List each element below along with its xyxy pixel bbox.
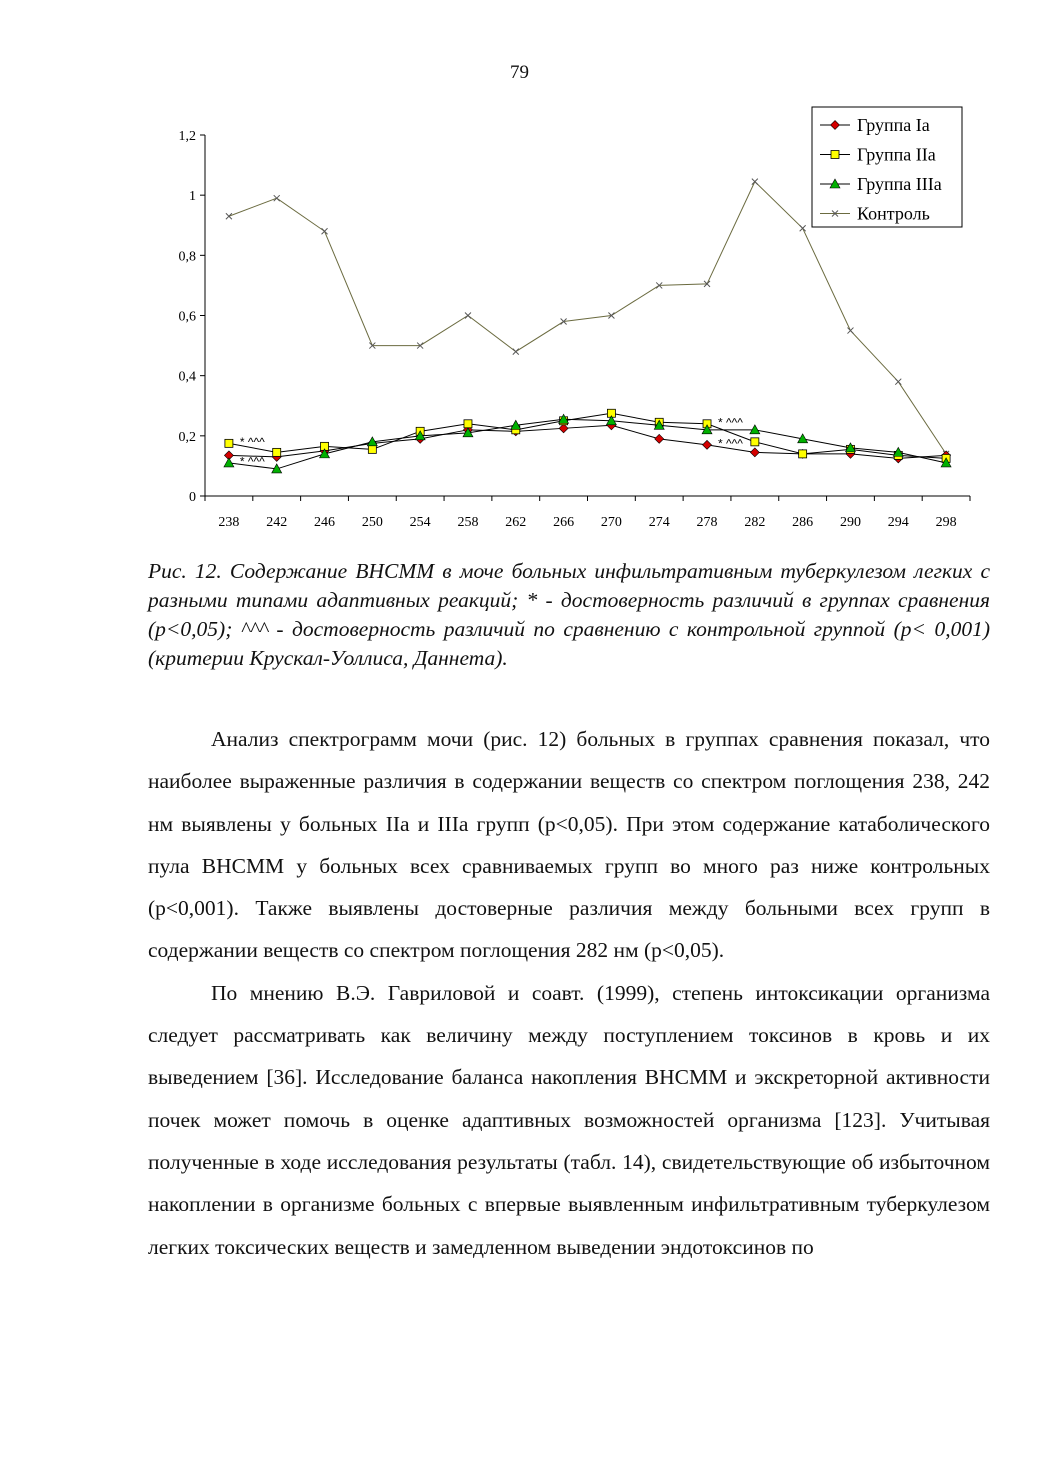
series-0 — [224, 421, 950, 463]
cross-marker — [895, 379, 901, 385]
x-tick-label: 238 — [218, 515, 240, 530]
chart-annotations — [240, 415, 743, 468]
line-chart — [160, 100, 980, 540]
cross-marker — [752, 179, 758, 185]
cross-marker — [465, 313, 471, 319]
paragraph: По мнению В.Э. Гавриловой и соавт. (1999), степень интоксикации организма следует рассматривать как величину между поступлением токсинов в кровь и их выведением [36]. Исследование баланса накопления ВНСММ и экскреторной активности почек может помочь в оценке адаптивных возможностей организма [123]. Учитывая полученные в ходе исследования результаты (табл. 14), свидетельствующие об избыточном накоплении в организме больных с впервые выявленным инфильтративным туберкулезом легких токсических веществ и замедленном выведении эндотоксинов по — [148, 980, 990, 1259]
triangle-marker — [224, 458, 234, 467]
legend-label: Группа IIIа — [857, 174, 942, 194]
series-2 — [224, 414, 951, 473]
significance-annotation: * ^^^ — [239, 454, 265, 469]
cross-marker — [274, 195, 280, 201]
legend-label: Группа Iа — [857, 115, 930, 135]
legend-label: Контроль — [857, 203, 930, 224]
y-tick-label: 0,4 — [178, 369, 196, 385]
x-tick-label: 294 — [887, 515, 909, 530]
cross-marker — [800, 225, 806, 231]
x-tick-label: 262 — [505, 515, 527, 530]
x-tick-label: 266 — [553, 515, 575, 530]
x-tick-label: 274 — [648, 515, 670, 530]
x-tick-label: 254 — [409, 515, 431, 530]
square-marker — [799, 450, 807, 458]
cross-marker — [513, 349, 519, 355]
square-marker — [225, 439, 233, 447]
diamond-marker — [750, 448, 759, 457]
x-tick-label: 298 — [935, 515, 957, 530]
cross-marker — [226, 213, 232, 219]
x-tick-label: 282 — [744, 515, 766, 530]
square-marker — [273, 448, 281, 456]
x-tick-label: 258 — [457, 515, 479, 530]
cross-marker — [847, 328, 853, 334]
square-marker — [368, 445, 376, 453]
y-tick-label: 0,6 — [178, 309, 196, 325]
page-number: 79 — [510, 62, 529, 83]
x-tick-label: 286 — [792, 515, 814, 530]
cross-marker — [322, 228, 328, 234]
x-tick-label: 242 — [266, 515, 288, 530]
significance-annotation: * ^^^ — [718, 415, 743, 430]
y-tick-label: 1,2 — [178, 129, 196, 144]
series-1 — [225, 409, 950, 462]
x-tick-label: 270 — [600, 515, 622, 530]
figure-caption: Рис. 12. Содержание ВНСММ в моче больных инфильтративным туберкулезом легких с разными типами адаптивных реакций; * - достоверность различий в группах сравнения (р<0,05); ^^^ - достоверность различий по сравнению с контрольной группой (р< 0,001) (критерии Крускал-Уоллиса, Даннета). — [148, 559, 990, 670]
x-tick-label: 290 — [839, 515, 861, 530]
legend-label: Группа IIа — [857, 144, 936, 165]
x-tick-label: 246 — [314, 515, 336, 530]
body-text — [148, 718, 990, 1268]
significance-annotation: * ^^^ — [239, 434, 265, 449]
paragraph: Анализ спектрограмм мочи (рис. 12) больных в группах сравнения показал, что наиболее выраженные различия в содержании веществ со спектром поглощения 238, 242 нм выявлены у больных IIа и IIIа групп (р<0,05). При этом содержание катаболического пула ВНСММ у больных всех сравниваемых групп во много раз ниже контрольных (р<0,001). Также выявлены достоверные различия между больными всех групп в содержании веществ со спектром поглощения 282 нм (р<0,05). — [148, 727, 990, 963]
square-marker — [464, 420, 472, 428]
square-marker — [751, 438, 759, 446]
x-tick-label: 250 — [361, 515, 383, 530]
series-line — [229, 425, 946, 458]
diamond-marker — [703, 440, 712, 449]
y-tick-label: 0 — [189, 490, 196, 505]
x-tick-label: 278 — [696, 515, 718, 530]
square-marker — [831, 151, 839, 159]
diamond-marker — [655, 434, 664, 443]
significance-annotation: * ^^^ — [718, 436, 743, 451]
y-tick-label: 0,8 — [178, 249, 196, 265]
chart-legend — [812, 107, 962, 227]
y-tick-label: 1 — [189, 189, 196, 205]
y-tick-label: 0,2 — [178, 429, 196, 445]
